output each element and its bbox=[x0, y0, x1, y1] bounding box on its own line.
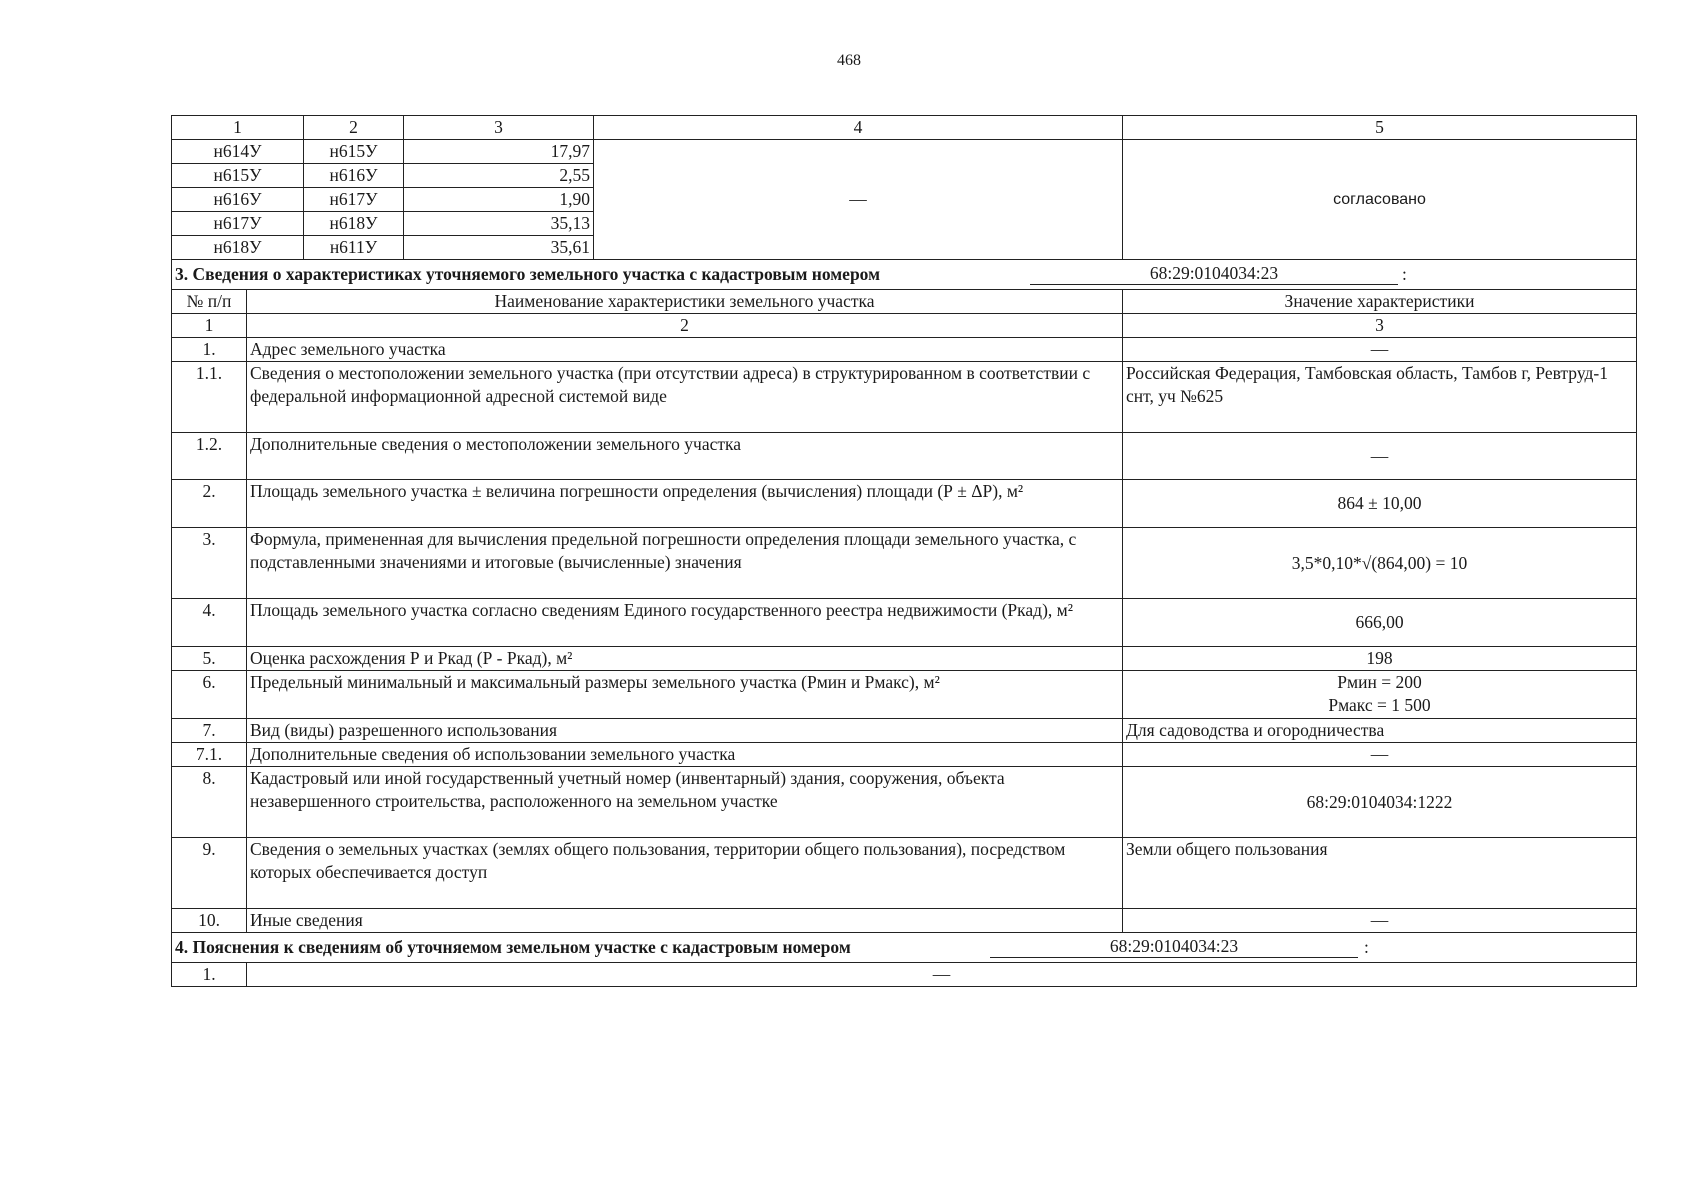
characteristic-name: Формула, примененная для вычисления предельной погрешности определения площади земельного участка, с подставленными значениями и итоговые (вычисленные) значения bbox=[247, 528, 1123, 599]
explanation-value: — bbox=[247, 963, 1637, 987]
row-number: 7.1. bbox=[172, 743, 247, 767]
header-number: № п/п bbox=[172, 290, 247, 314]
page-number: 468 bbox=[837, 52, 861, 69]
characteristic-value: — bbox=[1123, 743, 1637, 767]
characteristic-value: — bbox=[1123, 909, 1637, 933]
point-from: н615У bbox=[172, 164, 304, 188]
characteristic-value: — bbox=[1123, 433, 1637, 480]
characteristic-name: Дополнительные сведения о местоположении земельного участка bbox=[247, 433, 1123, 480]
section-4-title: 4. Пояснения к сведениям об уточняемом земельном участке с кадастровым номером bbox=[175, 937, 851, 957]
characteristic-name: Площадь земельного участка ± величина погрешности определения (вычисления) площади (Р ± ΔР), м² bbox=[247, 480, 1123, 528]
segment-length: 35,13 bbox=[404, 212, 594, 236]
row-number: 1.1. bbox=[172, 362, 247, 433]
top-table-header-row bbox=[172, 116, 1637, 140]
row-number: 9. bbox=[172, 838, 247, 909]
characteristic-name: Дополнительные сведения об использовании земельного участка bbox=[247, 743, 1123, 767]
row-number: 2. bbox=[172, 480, 247, 528]
characteristic-value: — bbox=[1123, 338, 1637, 362]
top-col-4-header: 4 bbox=[594, 116, 1123, 140]
size-max: Рмакс = 1 500 bbox=[1328, 695, 1431, 715]
colnum-1: 1 bbox=[172, 314, 247, 338]
characteristic-value: 3,5*0,10*√(864,00) = 10 bbox=[1123, 528, 1637, 599]
point-to: н617У bbox=[304, 188, 404, 212]
characteristic-value: 666,00 bbox=[1123, 599, 1637, 647]
row-number: 7. bbox=[172, 719, 247, 743]
section-3-header-row bbox=[172, 290, 1637, 314]
characteristic-name: Сведения о земельных участках (землях общего пользования, территории общего пользования), посредством которых обеспечивается доступ bbox=[247, 838, 1123, 909]
segment-length: 17,97 bbox=[404, 140, 594, 164]
table-row bbox=[172, 599, 1637, 647]
point-to: н615У bbox=[304, 140, 404, 164]
point-from: н617У bbox=[172, 212, 304, 236]
row-number: 4. bbox=[172, 599, 247, 647]
table-row bbox=[172, 838, 1637, 909]
top-col-3-header: 3 bbox=[404, 116, 594, 140]
section-3-title: 3. Сведения о характеристиках уточняемого земельного участка с кадастровым номером bbox=[175, 264, 881, 284]
row-number: 5. bbox=[172, 647, 247, 671]
characteristic-value: Для садоводства и огородничества bbox=[1123, 719, 1637, 743]
characteristic-name: Предельный минимальный и максимальный размеры земельного участка (Рмин и Рмакс), м² bbox=[247, 671, 1123, 719]
section-4-colon: : bbox=[1364, 937, 1369, 957]
header-characteristic-name: Наименование характеристики земельного участка bbox=[247, 290, 1123, 314]
table-row bbox=[172, 480, 1637, 528]
characteristic-value bbox=[1123, 671, 1637, 719]
top-col-2-header: 2 bbox=[304, 116, 404, 140]
point-to: н616У bbox=[304, 164, 404, 188]
top-col-5-header: 5 bbox=[1123, 116, 1637, 140]
row-number: 3. bbox=[172, 528, 247, 599]
row-number: 10. bbox=[172, 909, 247, 933]
table-row bbox=[172, 338, 1637, 362]
colnum-2: 2 bbox=[247, 314, 1123, 338]
section-3-colnum-row bbox=[172, 314, 1637, 338]
header-characteristic-value: Значение характеристики bbox=[1123, 290, 1637, 314]
table-row bbox=[172, 140, 1637, 164]
table-row bbox=[172, 433, 1637, 480]
table-row bbox=[172, 671, 1637, 719]
row-number: 1. bbox=[172, 963, 247, 987]
table-row bbox=[172, 767, 1637, 838]
characteristic-name: Оценка расхождения Р и Ркад (Р - Ркад), м² bbox=[247, 647, 1123, 671]
colnum-3: 3 bbox=[1123, 314, 1637, 338]
characteristic-name: Вид (виды) разрешенного использования bbox=[247, 719, 1123, 743]
section-3-title-row bbox=[172, 260, 1637, 290]
characteristic-value: 864 ± 10,00 bbox=[1123, 480, 1637, 528]
table-row bbox=[172, 362, 1637, 433]
section-3-title-cell bbox=[172, 260, 1637, 290]
document-table bbox=[171, 115, 1637, 987]
point-from: н618У bbox=[172, 236, 304, 260]
size-min: Рмин = 200 bbox=[1337, 672, 1422, 692]
characteristic-value: 198 bbox=[1123, 647, 1637, 671]
table-row bbox=[172, 528, 1637, 599]
point-to: н611У bbox=[304, 236, 404, 260]
row-number: 6. bbox=[172, 671, 247, 719]
table-row bbox=[172, 647, 1637, 671]
segment-length: 2,55 bbox=[404, 164, 594, 188]
section-3-cadastral-number: 68:29:0104034:23 bbox=[1030, 262, 1398, 285]
section-4-cadastral-number: 68:29:0104034:23 bbox=[990, 935, 1358, 958]
table-row bbox=[172, 909, 1637, 933]
section-4-title-row bbox=[172, 933, 1637, 963]
row-number: 1. bbox=[172, 338, 247, 362]
characteristic-value: 68:29:0104034:1222 bbox=[1123, 767, 1637, 838]
point-from: н616У bbox=[172, 188, 304, 212]
characteristic-value: Земли общего пользования bbox=[1123, 838, 1637, 909]
segment-length: 1,90 bbox=[404, 188, 594, 212]
point-to: н618У bbox=[304, 212, 404, 236]
row-number: 8. bbox=[172, 767, 247, 838]
row-number: 1.2. bbox=[172, 433, 247, 480]
table-row bbox=[172, 719, 1637, 743]
characteristic-value: Российская Федерация, Тамбовская область, Тамбов г, Ревтруд-1 снт, уч №625 bbox=[1123, 362, 1637, 433]
characteristic-name: Площадь земельного участка согласно сведениям Единого государственного реестра недвижимости (Ркад), м² bbox=[247, 599, 1123, 647]
table-row bbox=[172, 963, 1637, 987]
characteristic-name: Иные сведения bbox=[247, 909, 1123, 933]
top-col-4-value: — bbox=[594, 140, 1123, 260]
characteristic-name: Адрес земельного участка bbox=[247, 338, 1123, 362]
section-3-colon: : bbox=[1402, 264, 1407, 284]
point-from: н614У bbox=[172, 140, 304, 164]
segment-length: 35,61 bbox=[404, 236, 594, 260]
section-4-title-cell bbox=[172, 933, 1637, 963]
characteristic-name: Кадастровый или иной государственный учетный номер (инвентарный) здания, сооружения, объекта незавершенного строительства, расположенного на земельном участке bbox=[247, 767, 1123, 838]
table-row bbox=[172, 743, 1637, 767]
characteristic-name: Сведения о местоположении земельного участка (при отсутствии адреса) в структурированном в соответствии с федеральной информационной адресной системой виде bbox=[247, 362, 1123, 433]
top-col-1-header: 1 bbox=[172, 116, 304, 140]
top-col-5-value: согласовано bbox=[1123, 140, 1637, 260]
